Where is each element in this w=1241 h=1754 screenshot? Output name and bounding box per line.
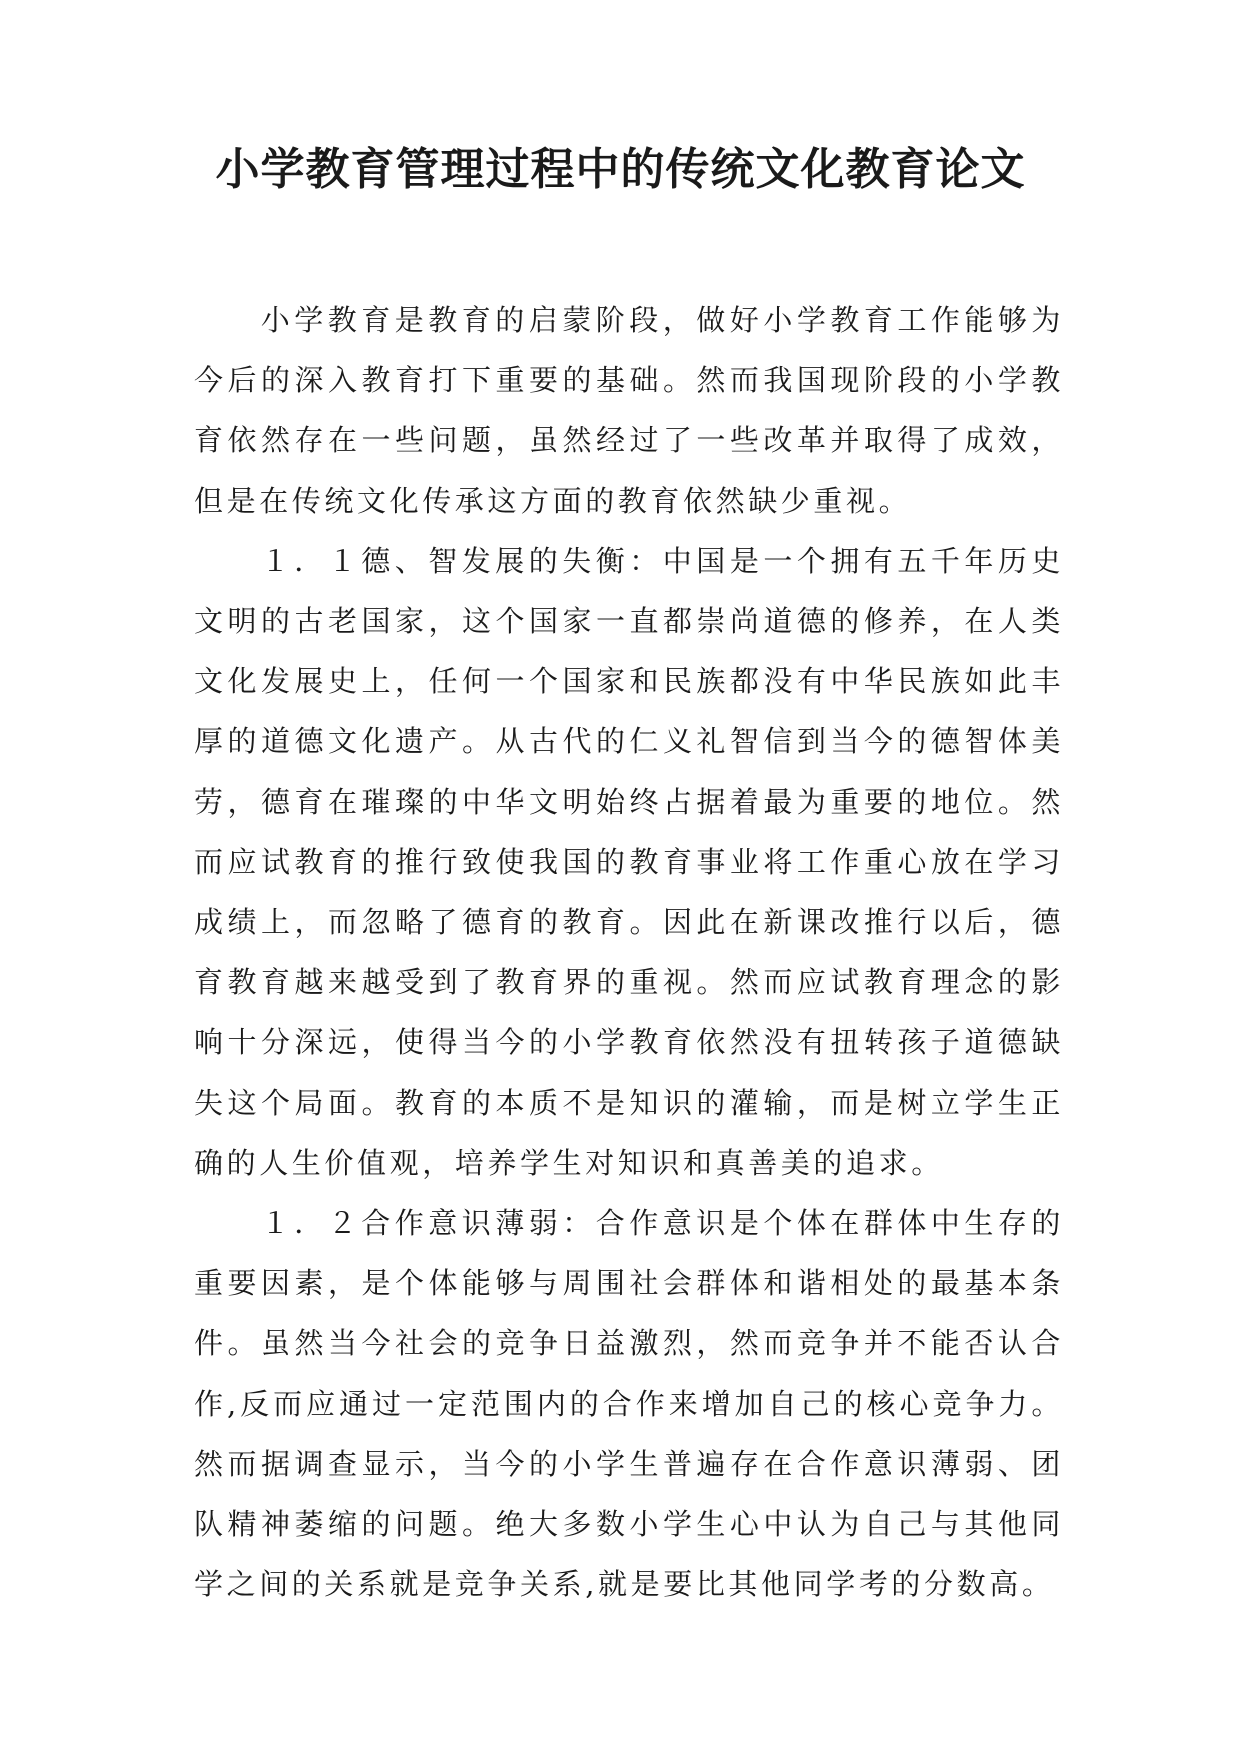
paragraph-intro: 小学教育是教育的启蒙阶段，做好小学教育工作能够为今后的深入教育打下重要的基础。然而我国现阶段的小学教育依然存在一些问题，虽然经过了一些改革并取得了成效，但是在传统文化传承这方面的教育依然缺少重视。	[194, 303, 1064, 518]
paragraph-section-1-2: １．２合作意识薄弱：合作意识是个体在群体中生存的重要因素，是个体能够与周围社会群体和谐相处的最基本条件。虽然当今社会的竞争日益激烈，然而竞争并不能否认合作,反而应通过一定范围内的合作来增加自己的核心竞争力。然而据调查显示，当今的小学生普遍存在合作意识薄弱、团队精神萎缩的问题。绝大多数小学生心中认为自己与其他同学之间的关系就是竞争关系,就是要比其他同学考的分数高。	[194, 1206, 1064, 1602]
document-body	[194, 290, 1064, 1614]
paragraph-section-1-1: １．１德、智发展的失衡：中国是一个拥有五千年历史文明的古老国家，这个国家一直都崇尚道德的修养，在人类文化发展史上，任何一个国家和民族都没有中华民族如此丰厚的道德文化遗产。从古代的仁义礼智信到当今的德智体美劳，德育在璀璨的中华文明始终占据着最为重要的地位。然而应试教育的推行致使我国的教育事业将工作重心放在学习成绩上，而忽略了德育的教育。因此在新课改推行以后，德育教育越来越受到了教育界的重视。然而应试教育理念的影响十分深远，使得当今的小学教育依然没有扭转孩子道德缺失这个局面。教育的本质不是知识的灌输，而是树立学生正确的人生价值观，培养学生对知识和真善美的追求。	[194, 543, 1064, 1180]
document-title: 小学教育管理过程中的传统文化教育论文	[215, 144, 1026, 195]
